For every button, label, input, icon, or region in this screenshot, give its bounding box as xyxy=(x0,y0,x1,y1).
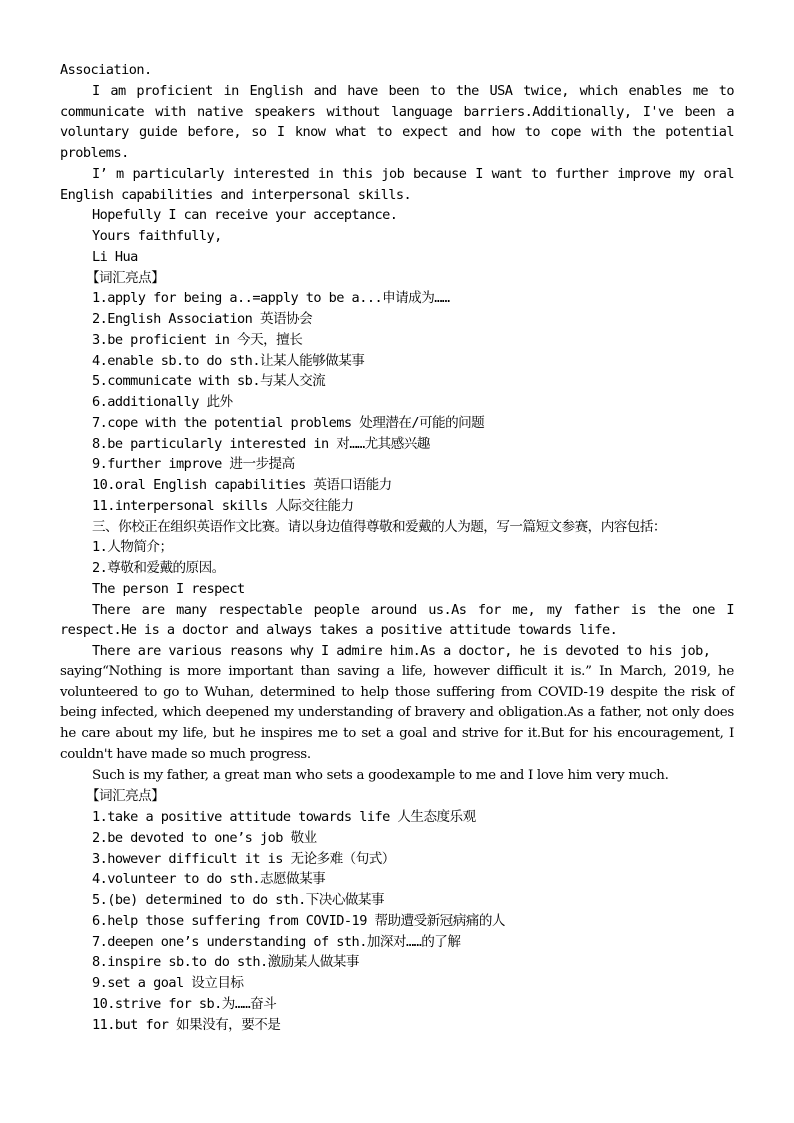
vocab-item: 2.English Association 英语协会 xyxy=(92,311,313,327)
letter-signature: Li Hua xyxy=(92,248,138,265)
vocab-item: 1.take a positive attitude towards life 人生态度乐观 xyxy=(92,809,476,825)
vocab-item: 8.be particularly interested in 对……尤其感兴趣 xyxy=(92,435,430,452)
vocab-item: 4.volunteer to do sth.志愿做某事 xyxy=(92,871,326,888)
letter-closing-1: Hopefully I can receive your acceptance. xyxy=(92,207,398,224)
vocab-item: 1.apply for being a..=apply to be a...申请成为…… xyxy=(92,290,450,307)
document-page xyxy=(60,60,734,1035)
essay-paragraph-2-first-line: There are various reasons why I admire him.As a doctor, he is devoted to his job, xyxy=(92,643,711,659)
vocab-item: 3.however difficult it is 无论多难（句式） xyxy=(92,850,395,867)
essay-title: The person I respect xyxy=(92,580,245,597)
letter-line-0: Association. xyxy=(60,62,152,78)
essay-paragraph-1: There are many respectable people around us.As for me, my father is the one I respect.He is a doctor and always takes a positive attitude towards life. xyxy=(60,601,734,639)
letter-paragraph-2: I’ m particularly interested in this job because I want to further improve my oral English capabilities and interpersonal skills. xyxy=(60,165,734,203)
vocab-item: 11.interpersonal skills 人际交往能力 xyxy=(92,497,354,514)
vocab-item: 5.(be) determined to do sth.下决心做某事 xyxy=(92,892,385,908)
vocab-item: 7.cope with the potential problems 处理潜在/可能的问题 xyxy=(92,414,485,431)
vocab-item: 9.further improve 进一步提高 xyxy=(92,456,295,473)
vocab-heading-2: 【词汇亮点】 xyxy=(86,788,165,805)
vocab-list-2 xyxy=(60,807,734,1035)
vocab-list-1 xyxy=(60,288,734,516)
vocab-item: 8.inspire sb.to do sth.激励某人做某事 xyxy=(92,954,359,971)
vocab-item: 10.oral English capabilities 英语口语能力 xyxy=(92,477,392,493)
vocab-item: 4.enable sb.to do sth.让某人能够做某事 xyxy=(92,352,365,369)
task-point-1: 1.人物简介； xyxy=(92,539,173,556)
essay-paragraph-2-rest: saying“Nothing is more important than saving a life, however difficult it is.” In March, 2019, he volunteered to go to Wuhan, determined to help those suffering from COVID-19 despite the risk of being infected, which deepened my understanding of bravery and obligation.As a father, not only does he care about my life, but he inspires me to set a goal and strive for it.But for his encouragement, I couldn't have made so much progress. xyxy=(60,663,734,762)
essay-paragraph-3: Such is my father, a great man who sets a goodexample to me and I love him very much. xyxy=(92,767,669,783)
vocab-item: 6.additionally 此外 xyxy=(92,394,233,410)
vocab-item: 10.strive for sb.为……奋斗 xyxy=(92,995,277,1012)
letter-closing-2: Yours faithfully, xyxy=(92,228,222,244)
vocab-item: 6.help those suffering from COVID-19 帮助遭受新冠病痛的人 xyxy=(92,912,505,929)
vocab-item: 5.communicate with sb.与某人交流 xyxy=(92,373,326,390)
vocab-item: 3.be proficient in 今天，擅长 xyxy=(92,331,303,348)
vocab-item: 11.but for 如果没有，要不是 xyxy=(92,1016,281,1033)
vocab-item: 9.set a goal 设立目标 xyxy=(92,975,244,991)
task-point-2: 2.尊敬和爱戴的原因。 xyxy=(92,560,225,576)
vocab-item: 7.deepen one’s understanding of sth.加深对……的了解 xyxy=(92,933,461,950)
task-prompt: 三、你校正在组织英语作文比赛。请以身边值得尊敬和爱戴的人为题，写一篇短文参赛，内容包括： xyxy=(92,518,666,535)
vocab-heading-1: 【词汇亮点】 xyxy=(86,269,165,286)
letter-paragraph-1: I am proficient in English and have been to the USA twice, which enables me to communicate with native speakers without language barriers.Additionally, I've been a voluntary guide before, so I know what to expect and how to cope with the potential problems. xyxy=(60,82,734,161)
vocab-item: 2.be devoted to one’s job 敬业 xyxy=(92,829,317,846)
